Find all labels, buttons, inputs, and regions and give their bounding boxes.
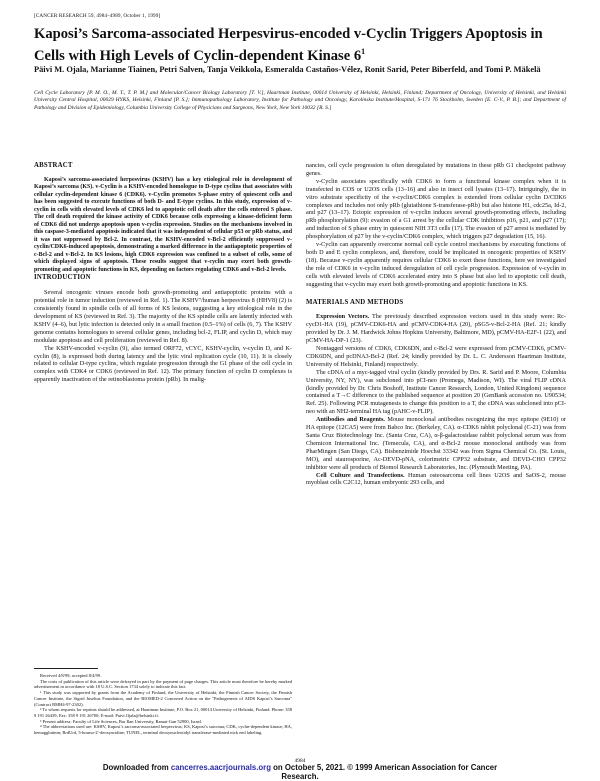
footnotes	[34, 673, 292, 736]
subheading-antibodies: Antibodies and Reagents.	[316, 416, 385, 424]
download-notice	[0, 763, 600, 781]
abstract-text: Kaposi’s sarcoma-associated herpesvirus (KSHV) has a key etiological role in development of Kaposi’s sarcoma (KS). v-Cyclin is a KSHV-encoded homologue to D-type cyclins that associates with cellular cyclin-dependent kinase 6 (CDK6). v-Cyclin promotes S-phase entry of quiescent cells and has been suggested to execute functions of both D- and E-type cyclins. In this study, expression of v-cyclin in cells with elevated levels of CDK6 led to apoptotic cell death after the cells entered S phase. The cell death required the kinase activity of CDK6 because cells expressing a kinase-deficient form of CDK6 did not undergo apoptosis upon v-cyclin expression. Studies on the mechanisms involved in this caspase-3-mediated apoptosis indicated that it was independent of cellular p53 or pRb status, and it was not suppressed by Bcl-2. In contrast, the KSHV-encoded v-Bcl-2 efficiently suppressed v-cyclin/CDK6-induced apoptosis, demonstrating a marked difference in the antiapoptotic properties of c-Bcl-2 and v-Bcl-2. In KS lesions, high CDK6 expression was confined to a subset of cells, some of which displayed signs of apoptosis. These results suggest that v-cyclin may exert both growth-promoting and apoptotic functions in KS, depending on factors regulating CDK6 and v-Bcl-2 levels.	[34, 176, 292, 273]
expression-vectors-text: The previously described expression vectors used in this study were: Rc-cycD1-HA (19), pCMV-CDK6-HA and pCMV-CDK4-HA (20), pSG5-v-Bcl-2-HA (Ref. 21; kindly provided by Dr. J. M. Hardwick Johns Hopkins University, Baltimore, MD), pCMV-HA-E2F-1 (22), and pCMV-HA-DP-1 (23).	[306, 313, 566, 345]
journal-header: [CANCER RESEARCH 59, 4984–4989, October 1, 1999]	[34, 13, 161, 19]
footnote: The costs of publication of this article were defrayed in part by the payment of page charges. This article must therefore be hereby marked advertisement in accordance with 18 U.S.C. Section 1734 solely to indicate this fact.	[34, 678, 292, 690]
methods-expression-vectors	[306, 313, 566, 345]
footnote: ⁴ The abbreviations used are: KSHV, Kaposi’s sarcoma-associated herpesvirus; KS, Kaposi’s sarcoma; CDK, cyclin-dependent kinase; HA, hemagglutinin; BrdUrd, 5-bromo-2′-deoxyuridine; TUNEL, terminal deoxynucleotidyl transferase-mediated nick end labeling.	[34, 724, 292, 736]
download-line-1	[0, 763, 600, 772]
left-column	[34, 162, 292, 384]
footnote: ¹ This study was supported by grants from the Academy of Finland, the University of Helsinki, the Finnish Cancer Society, the Finnish Cancer Institute, the Sigrid Juselius Foundation, and the BIOMED-2 Concerted Action on the "Pathogenesis of AIDS Kaposi’s Sarcoma" (Contract BMH4-97-2302).	[34, 690, 292, 707]
affiliations: Cell Cycle Laboratory [P. M. O., M. T., T. P. M.] and Molecular/Cancer Biology Laboratory [T. V.], Haartman Institute, 00014 University of Helsinki, Helsinki, Finland; Department of Oncology, University of Helsinki, and Helsinki University Central Hospital, 00029 HYKS, Helsinki, Finland [P. S.]; Immunopathology Laboratory, Institute for Pathology and Oncology, Karolinska Institute/Hospital, S-171 76 Stockholm, Sweden [E. C-V., P. B.]; and Department of Pathology and Division of Epidemiology, Columbia University College of Physicians and Surgeons, New York, New York 10032 [R. S.]	[34, 90, 566, 111]
intro-continued: nancies, cell cycle progression is often deregulated by mutations in these pRb G1 checkpoint pathway genes.	[306, 162, 566, 177]
download-line-2: Research.	[281, 772, 319, 781]
abstract-heading: ABSTRACT	[34, 162, 73, 169]
methods-nontagged: Nontagged versions of CDK6, CDK6DN, and c-Bcl-2 were expressed from pCMV-CDK6, pCMV-CDK6DN, and pcDNA3-Bcl-2 (Ref. 24; kindly provided by Dr. L. C. Andersson Haartman Institute, University of Helsinki, Finland) respectively.	[306, 345, 566, 368]
footnote: Received 4/8/99; accepted 8/4/99.	[40, 673, 102, 678]
methods-antibodies	[306, 416, 566, 471]
intro-paragraph-3: v-Cyclin associates specifically with CDK6 to form a functional kinase complex when it is transfected in COS or U2OS cells (13–16) and also in insect cell lysates (13–17). Intriguingly, the in vitro substrate specificity of the v-cyclin/CDK6 complex is extended from cellular cyclin D/CDK6 complexes and includes not only pRb (glutathione S-transferase-pRb) but also histone H1, cdc25a, Id-2, and p27 (13–17). Ectopic expression of v-cyclin induces several growth-promoting effects, including pRb phosphorylation (9): evasion of a G1 arrest by the cellular CDK inhibitors p16, p21, and p27 (17); and induction of S phase entry in quiescent NIH 3T3 cells (17). The evasion of p27 arrest is mediated by phosphorylation of p27 by the v-cyclin/CDK6 complex, which triggers p27 degradation (15, 16).	[306, 177, 566, 241]
article-title	[34, 25, 566, 65]
cell-culture-text: Human osteosarcoma cell lines U2OS and SaOS-2, mouse myoblast cells C2C12, human embryonic 293 cells, and	[306, 471, 566, 487]
footnote: ³ Present address: Faculty of Life Sciences, Bar Ilan University, Ramat-Gan 52900, Israel.	[40, 718, 203, 724]
intro-paragraph-4: v-Cyclin can apparently overcome normal cell cycle control mechanisms by executing functions of both D and E cyclin complexes, and, therefore, could be implicated in oncogenic properties of KSHV (18). Because v-cyclin apparently requires cellular CDK6 to exert these functions, here we investigated the role of CDK6 in v-cyclin induced deregulation of cell cycle progression. Expression of v-cyclin in cells with elevated levels of CDK6 accelerated entry into S phase but also led to apoptotic cell death, suggesting that v-cyclin may exert both growth-promoting and apoptotic functions in KS.	[306, 241, 566, 288]
footnote: ² To whom requests for reprints should be addressed, at Haartman Institute, P.O. Box 21, 00014 University of Helsinki, Finland. Phone: 358 9 191 26439; Fax: 358 9 191 26700; E-mail: Paivi.Ojala@helsinki.fi.	[34, 707, 292, 718]
antibodies-text: Mouse monoclonal antibodies recognizing the myc epitope (9E10) or HA epitope (12CA5) were from Babco Inc. (Berkeley, CA). α-CDK6 rabbit polyclonal (C-21) was from Santa Cruz Biotechnology Inc. (Santa Cruz, CA), α-β-galactosidase rabbit polyclonal serum was from Chemicon International Inc. (Temecula, CA), and α-Bcl-2 mouse monoclonal antibody was from PharMingen (San Diego, CA). Bisbenzimide Hoechst 33342 was from Sigma Chemical Co. (St. Louis, MO), and staurosporine, Ac-DEVD-pNA, colorimetric CPP32 substrate, and DEVD-CHO CPP32 inhibitor were all products of Biomol Research Laboratories, Inc. (Plymouth Meeting, PA).	[306, 416, 566, 471]
journal-link[interactable]: cancerres.aacrjournals.org	[170, 763, 271, 772]
methods-cdna: The cDNA of a myc-tagged viral cyclin (kindly provided by Drs. R. Sarid and P. Moore, Columbia University, NY, NY), was subcloned into pCI-neo (Promega, Madison, WI). The viral FLIP cDNA (kindly provided by Dr. Chris Boshoff, Institute Cancer Research, London, United Kingdom) sequence contained a T→C difference to the published sequence at position 20 (GenBank accession no. U90534; Ref. 25). Following PCR mutagenesis to change this position to a T, the cDNA was subcloned into pCI-neo with an NH2-terminal HA tag (pAHC-v-FLIP).	[306, 368, 566, 416]
intro-paragraph-2: The KSHV-encoded v-cyclin (9), also termed ORF72, vCYC, KSHV-cyclin, v-cyclin D, and K-cyclin (8), is expressed both during latency and the lytic viral replication cycle (10, 11). It is closely related to cellular D-type cyclins, which regulate progression through the G1 phase of the cell cycle in complex with CDK4 or CDK6 (reviewed in Ref. 12). The primary function of cyclin D complexes is apparently inactivation of the retinoblastoma protein (pRb). In malig-	[34, 344, 292, 384]
subheading-expression-vectors: Expression Vectors.	[316, 313, 370, 321]
download-suffix: on October 5, 2021. © 1999 American Association for Cancer	[270, 763, 498, 772]
methods-heading: MATERIALS AND METHODS	[306, 298, 404, 306]
title-footnote-mark: 1	[361, 47, 366, 56]
author-list: Päivi M. Ojala, Marianne Tiainen, Petri Salven, Tanja Veikkola, Esmeralda Castaños-Vélez, Ronit Sarid, Peter Biberfeld, and Tomi P. Mäkelä	[34, 65, 541, 74]
methods-cell-culture	[306, 472, 566, 488]
intro-paragraph-1: Several oncogenic viruses encode both growth-promoting and antiapoptotic proteins with a potential role in tumor induction (reviewed in Ref. 1). The KSHV⁷/human herpesvirus 8 (HHV8) (2) is consistently found in spindle cells of all forms of KS lesions, suggesting a key etiological role in the development of KS (reviewed in Ref. 3). The majority of the KS spindle cells are latently infected with KSHV (4–6), but lytic infection is detected only in a small fraction (0.5–1%) of cells (6, 7). The KSHV genome contains homologues to several cellular genes, including bcl-2, FLIP, and cyclin D, which may modulate apoptosis and cell proliferation (reviewed in Ref. 8).	[34, 289, 292, 344]
page-number: 4984	[294, 758, 306, 764]
right-column	[306, 162, 566, 487]
subheading-cell-culture: Cell Culture and Transfections.	[316, 471, 405, 479]
download-prefix: Downloaded from	[102, 763, 171, 772]
footnote-divider	[34, 668, 98, 669]
title-text: Kaposi’s Sarcoma-associated Herpesvirus-encoded v-Cyclin Triggers Apoptosis in Cells with High Levels of Cyclin-dependent Kinase 6	[34, 26, 543, 64]
introduction-heading: INTRODUCTION	[34, 274, 91, 282]
